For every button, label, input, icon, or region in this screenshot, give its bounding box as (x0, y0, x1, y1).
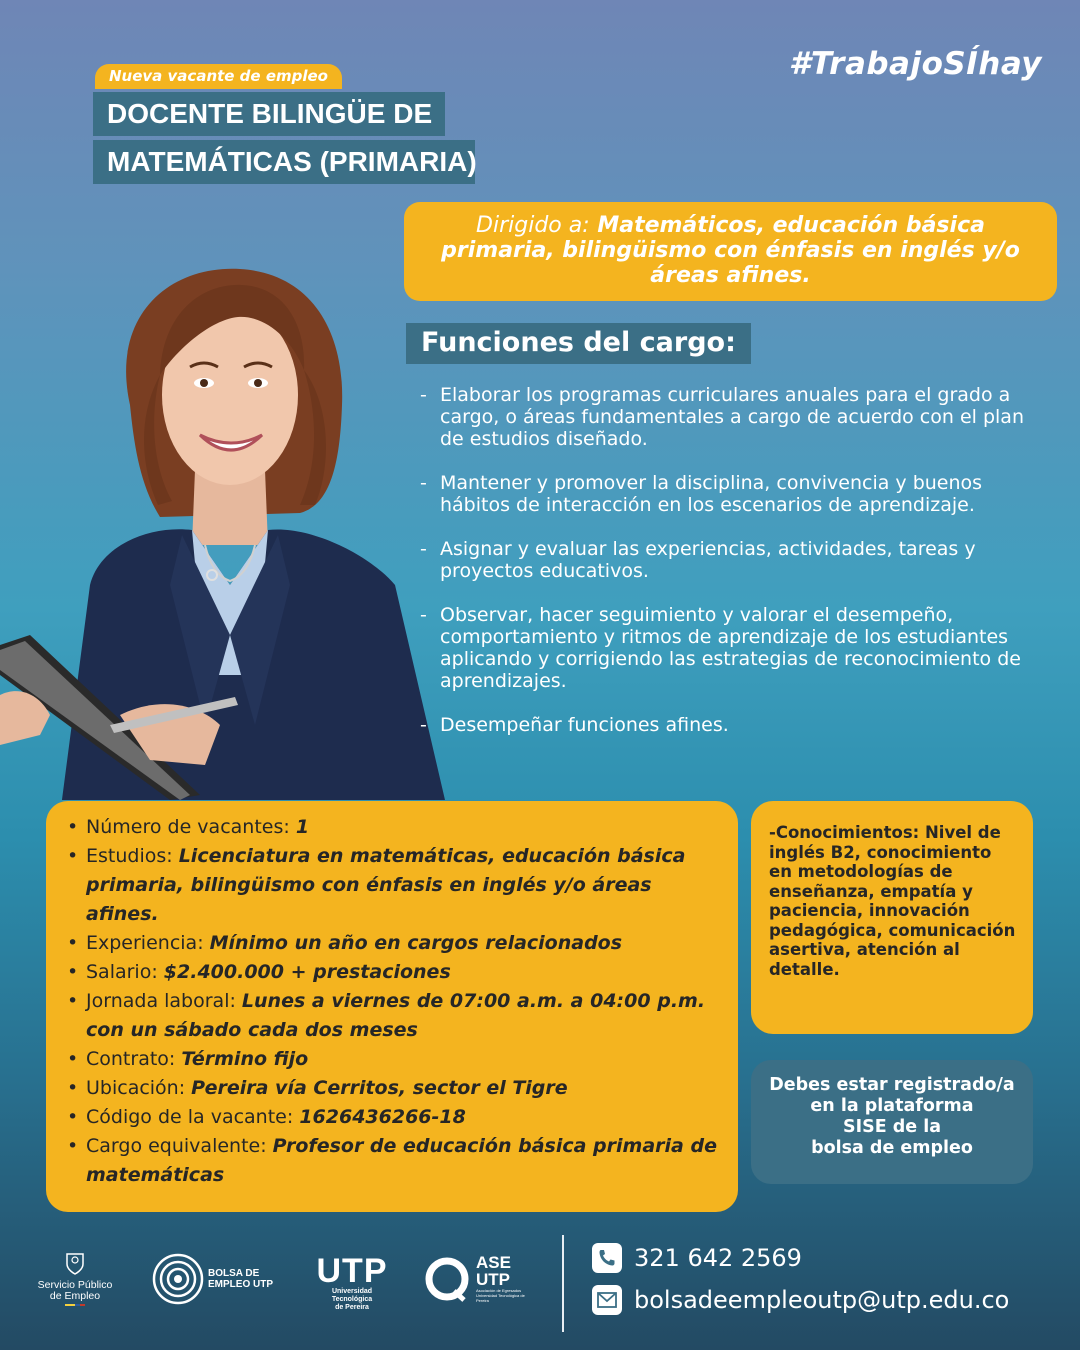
ase-logo-mark-2: UTP (476, 1270, 510, 1289)
target-audience-label: Dirigido a: (476, 213, 590, 238)
utp-logo-sub: de Pereira (335, 1304, 369, 1311)
detail-value: Término fijo (181, 1048, 309, 1070)
detail-label: Salario: (86, 961, 164, 983)
function-item: - Mantener y promover la disciplina, convivencia y buenos hábitos de interacción en los escenarios de aprendizaje. (420, 472, 1040, 516)
detail-label: Cargo equivalente: (86, 1135, 273, 1157)
job-title-line-2: MATEMÁTICAS (PRIMARIA) (93, 140, 475, 184)
detail-schedule (66, 987, 724, 1045)
bolsa-logo-text: BOLSA DE (208, 1268, 260, 1279)
detail-vacancies (66, 813, 724, 842)
registration-line: en la plataforma (810, 1096, 974, 1116)
function-item: - Desempeñar funciones afines. (420, 714, 1040, 736)
registration-line: SISE de la (842, 1117, 942, 1137)
spe-logo-text: de Empleo (49, 1290, 101, 1302)
detail-equivalent-role (66, 1132, 724, 1190)
mail-icon (592, 1285, 622, 1315)
spe-logo-text: Servicio Público (37, 1279, 113, 1291)
detail-value: 1626436266-18 (299, 1106, 466, 1128)
target-audience-box (404, 202, 1057, 301)
coat-of-arms-icon (63, 1250, 87, 1276)
target-audience-text-1: Matemáticos, educación básica (597, 213, 985, 238)
knowledge-text: Nivel de inglés B2, conocimiento en metodologías de enseñanza, empatía y paciencia, innovación pedagógica, comunicación asertiva, atención al detalle. (769, 823, 1016, 979)
job-title-line-1: DOCENTE BILINGÜE DE (93, 92, 445, 136)
phone-icon (592, 1243, 622, 1273)
vacancy-tag: Nueva vacante de empleo (95, 64, 342, 89)
registration-note (751, 1060, 1033, 1184)
detail-location (66, 1074, 724, 1103)
concentric-circles-icon (152, 1253, 204, 1305)
bolsa-empleo-logo (152, 1253, 273, 1305)
knowledge-label: -Conocimientos: (769, 823, 920, 842)
utp-logo (312, 1254, 392, 1312)
hashtag: #TrabajoSÍhay (788, 46, 1042, 82)
flag-strip (65, 1304, 85, 1306)
detail-value: Profesor de educación básica primaria de matemáticas (86, 1135, 717, 1186)
knowledge-box (751, 801, 1033, 1034)
registration-line: bolsa de empleo (811, 1138, 973, 1158)
email-contact[interactable] (592, 1285, 1009, 1315)
detail-value: 1 (295, 816, 310, 838)
job-details-box (46, 801, 738, 1212)
detail-value: Lunes a viernes de 07:00 a.m. a 04:00 p.m. con un sábado cada dos meses (86, 990, 706, 1041)
detail-label: Jornada laboral: (86, 990, 242, 1012)
detail-studies (66, 842, 724, 929)
utp-logo-mark: UTP (316, 1252, 388, 1290)
detail-label: Número de vacantes: (86, 816, 296, 838)
detail-label: Contrato: (86, 1048, 182, 1070)
detail-salary (66, 958, 724, 987)
ase-ring-icon (424, 1256, 470, 1302)
detail-label: Código de la vacante: (86, 1106, 300, 1128)
detail-label: Experiencia: (86, 932, 210, 954)
detail-value: Licenciatura en matemáticas, educación básica primaria, bilingüismo con énfasis en inglés y/o áreas afines. (86, 845, 686, 925)
detail-value: Mínimo un año en cargos relacionados (209, 932, 623, 954)
functions-title: Funciones del cargo: (406, 323, 751, 364)
teacher-photo (0, 255, 450, 800)
function-item: - Observar, hacer seguimiento y valorar el desempeño, comportamiento y ritmos de aprendizaje de los estudiantes aplicando y corrigiendo las estrategias de reconocimiento de aprendizajes. (420, 604, 1040, 692)
phone-number: 321 642 2569 (634, 1244, 802, 1272)
function-item: - Asignar y evaluar las experiencias, actividades, tareas y proyectos educativos. (420, 538, 1040, 582)
bolsa-logo-text: EMPLEO UTP (208, 1279, 274, 1290)
detail-code (66, 1103, 724, 1132)
phone-contact[interactable] (592, 1243, 802, 1273)
utp-logo-sub: Universidad Tecnológica (331, 1288, 373, 1303)
detail-label: Ubicación: (86, 1077, 192, 1099)
detail-contract (66, 1045, 724, 1074)
detail-label: Estudios: (86, 845, 179, 867)
function-item: - Elaborar los programas curriculares anuales para el grado a cargo, o áreas fundamentales a cargo de acuerdo con el plan de estudios diseñado. (420, 384, 1040, 450)
ase-logo-mark-1: ASE (476, 1253, 511, 1272)
ase-logo-sub: Asociación de Egresados Universidad Tecnológica de Pereira (476, 1288, 525, 1303)
target-audience-text-2: primaria, bilingüismo con énfasis en inglés y/o áreas afines. (441, 238, 1020, 288)
spe-logo (28, 1250, 122, 1306)
functions-list (420, 384, 1040, 758)
detail-value: Pereira vía Cerritos, sector el Tigre (191, 1077, 568, 1099)
footer-divider (562, 1235, 564, 1332)
detail-experience (66, 929, 724, 958)
email-address: bolsadeempleoutp@utp.edu.co (634, 1286, 1010, 1314)
registration-line: Debes estar registrado/a (769, 1075, 1015, 1095)
detail-value: $2.400.000 + prestaciones (163, 961, 451, 983)
